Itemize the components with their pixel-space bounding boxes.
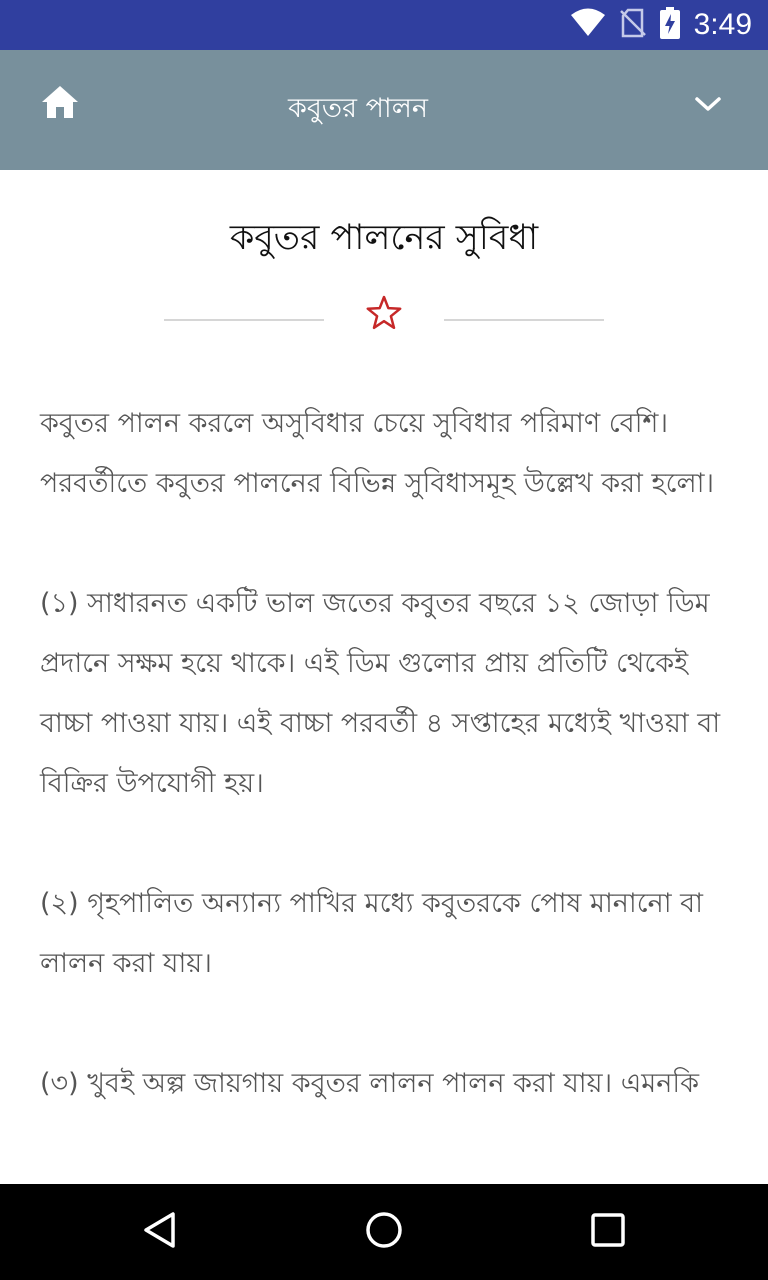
- app-title: কবুতর পালন: [287, 93, 428, 124]
- recents-button[interactable]: [584, 1208, 632, 1256]
- status-icons: [570, 0, 752, 50]
- status-bar: [0, 0, 768, 50]
- paragraph: (২) গৃহপালিত অন্যান্য পাখির মধ্যে কবুতরকে পোষ মানানো বা লালন করা যায়।: [40, 888, 703, 979]
- status-time: 3:49: [693, 8, 752, 41]
- star-outline-icon: [364, 294, 404, 334]
- home-circle-icon: [364, 1210, 404, 1254]
- home-icon: [40, 84, 80, 124]
- recents-icon: [588, 1210, 628, 1254]
- wifi-icon: [570, 8, 606, 42]
- home-button[interactable]: [38, 84, 82, 124]
- menu-button[interactable]: [688, 90, 728, 122]
- divider-left: [164, 319, 324, 321]
- paragraph: (১) সাধারনত একটি ভাল জতের কবুতর বছরে ১২ জোড়া ডিম প্রদানে সক্ষম হয়ে থাকে। এই ডিম গুলোর প্রায় প্রতিটি থেকেই বাচ্চা পাওয়া যায়। এই বাচ্চা পরবর্তী ৪ সপ্তাহের মধ্যেই খাওয়া বা বিক্রির উপযোগী হয়।: [40, 588, 721, 799]
- article-title: কবুতর পালনের সুবিধা: [229, 218, 539, 258]
- article-body: [40, 394, 730, 1174]
- paragraph: (৩) খুবই অল্প জায়গায় কবুতর লালন পালন করা যায়। এমনকি: [40, 1068, 700, 1099]
- paragraph: কবুতর পালন করলে অসুবিধার চেয়ে সুবিধার পরিমাণ বেশি। পরবর্তীতে কবুতর পালনের বিভিন্ন সুবিধাসমূহ উল্লেখ করা হলো।: [40, 408, 715, 499]
- no-sim-icon: [620, 8, 646, 42]
- divider-right: [444, 319, 604, 321]
- home-nav-button[interactable]: [360, 1208, 408, 1256]
- battery-charging-icon: [660, 7, 680, 43]
- back-button[interactable]: [136, 1208, 184, 1256]
- app-bar: [0, 50, 768, 170]
- back-icon: [140, 1210, 180, 1254]
- chevron-down-icon: [694, 95, 722, 117]
- navigation-bar: [0, 1184, 768, 1280]
- article-content[interactable]: [0, 170, 768, 1184]
